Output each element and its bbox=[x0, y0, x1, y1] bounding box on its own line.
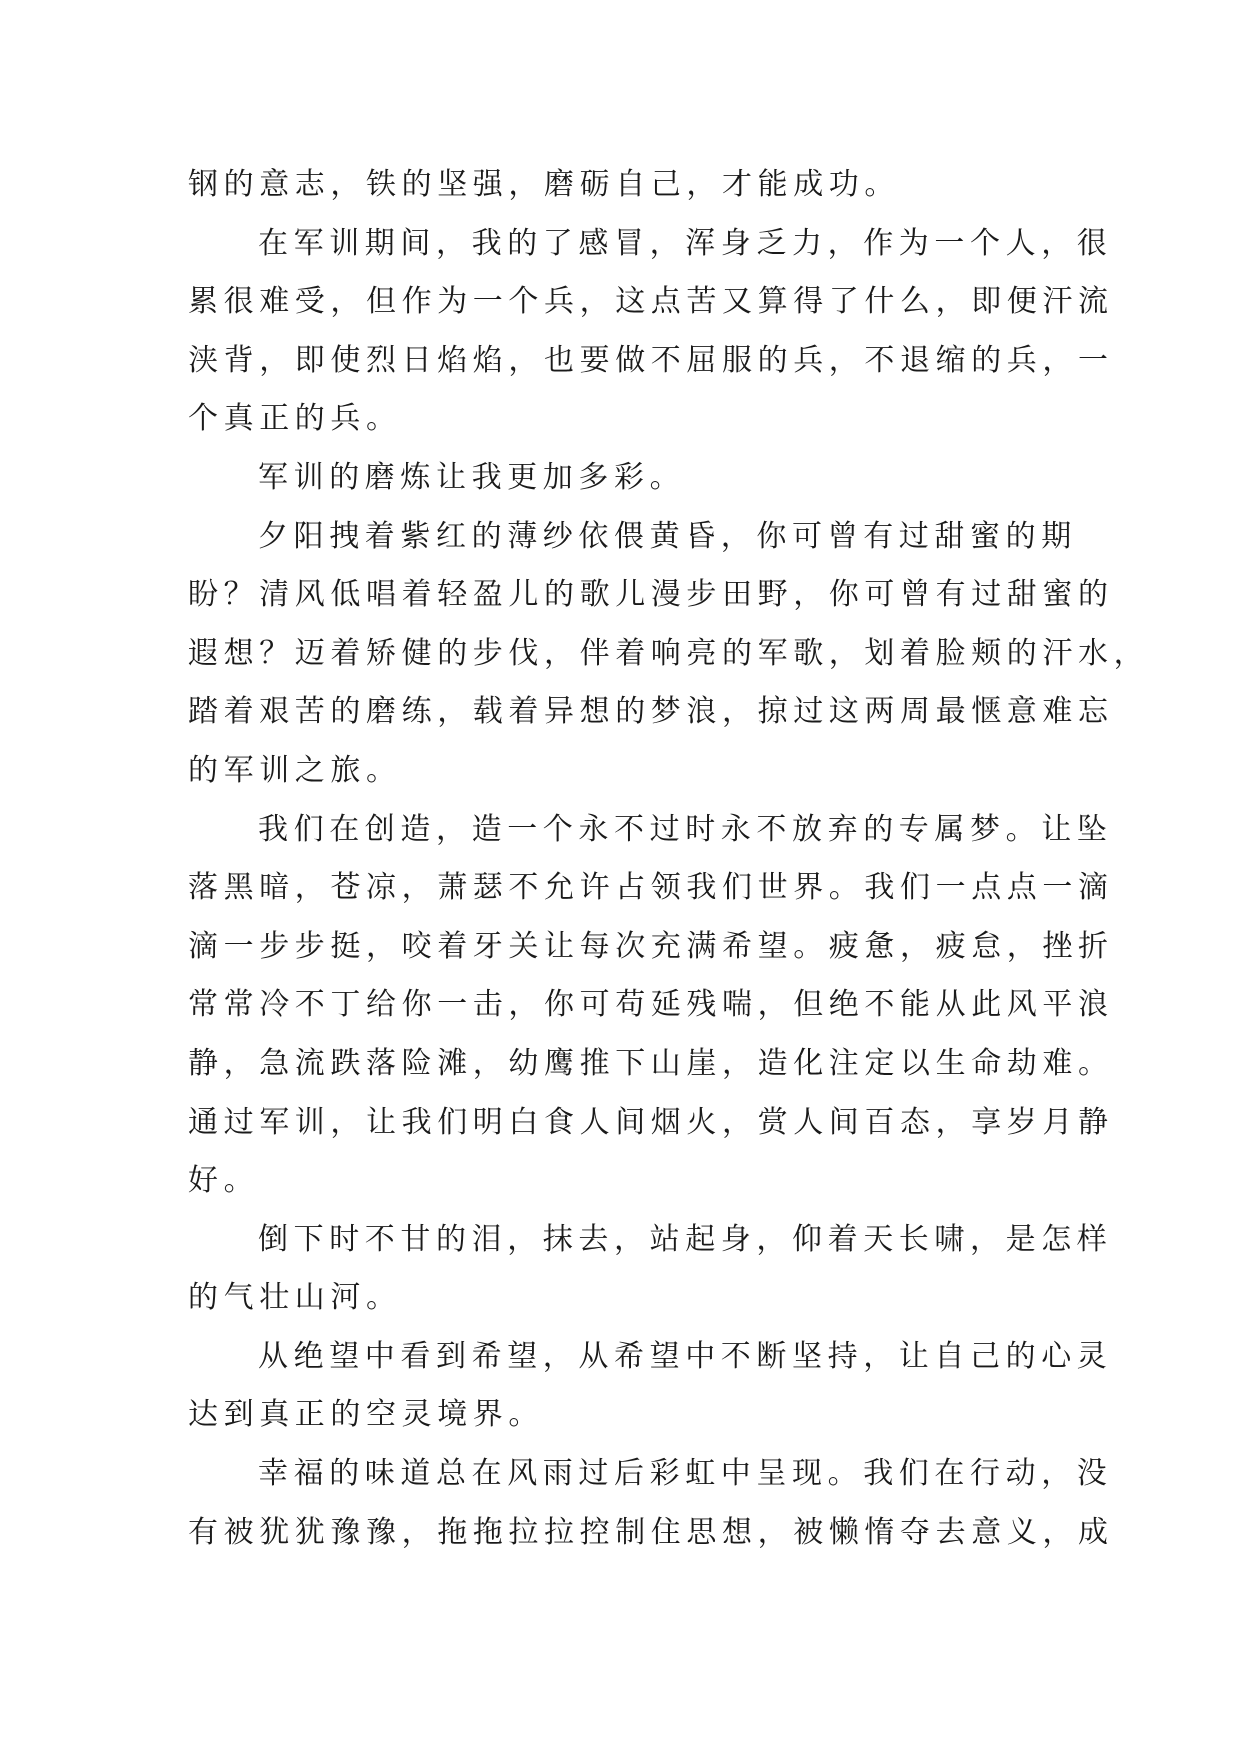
text-line: 通过军训，让我们明白食人间烟火，赏人间百态，享岁月静 bbox=[188, 1104, 1114, 1140]
text-line: 累很难受，但作为一个兵，这点苦又算得了什么，即便汗流 bbox=[188, 284, 1114, 320]
text-line: 静，急流跌落险滩，幼鹰推下山崖，造化注定以生命劫难。 bbox=[188, 1045, 1114, 1081]
text-line: 常常冷不丁给你一击，你可苟延残喘，但绝不能从此风平浪 bbox=[188, 987, 1114, 1023]
text-line: 个真正的兵。 bbox=[188, 401, 402, 437]
text-line: 的军训之旅。 bbox=[188, 752, 402, 788]
text-line: 踏着艰苦的磨练，载着异想的梦浪，掠过这两周最惬意难忘 bbox=[188, 694, 1114, 730]
text-line: 的气壮山河。 bbox=[188, 1280, 402, 1316]
text-line: 我们在创造，造一个永不过时永不放弃的专属梦。让坠 bbox=[258, 811, 1113, 847]
text-line: 倒下时不甘的泪，抹去，站起身，仰着天长啸，是怎样 bbox=[258, 1221, 1113, 1257]
text-line: 夕阳拽着紫红的薄纱依偎黄昏，你可曾有过甜蜜的期 bbox=[258, 518, 1077, 554]
text-line: 落黑暗，苍凉，萧瑟不允许占领我们世界。我们一点点一滴 bbox=[188, 870, 1114, 906]
text-line: 滴一步步挺，咬着牙关让每次充满希望。疲惫，疲怠，挫折 bbox=[188, 928, 1114, 964]
text-line: 好。 bbox=[188, 1163, 260, 1199]
text-line: 在军训期间，我的了感冒，浑身乏力，作为一个人，很 bbox=[258, 225, 1113, 261]
text-line: 从绝望中看到希望，从希望中不断坚持，让自己的心灵 bbox=[258, 1338, 1113, 1374]
text-line: 达到真正的空灵境界。 bbox=[188, 1397, 544, 1433]
text-line: 有被犹犹豫豫，拖拖拉拉控制住思想，被懒惰夺去意义，成 bbox=[188, 1514, 1114, 1550]
text-line: 浃背，即使烈日焰焰，也要做不屈服的兵，不退缩的兵，一 bbox=[188, 342, 1114, 378]
text-line: 幸福的味道总在风雨过后彩虹中呈现。我们在行动，没 bbox=[258, 1456, 1113, 1492]
text-line: 盼？清风低唱着轻盈儿的歌儿漫步田野，你可曾有过甜蜜的 bbox=[188, 577, 1114, 613]
document-body bbox=[188, 156, 1150, 1562]
text-line: 遐想？迈着矫健的步伐，伴着响亮的军歌，划着脸颊的汗水， bbox=[188, 635, 1150, 671]
text-line: 军训的磨炼让我更加多彩。 bbox=[258, 459, 686, 495]
text-line: 钢的意志，铁的坚强，磨砺自己，才能成功。 bbox=[188, 167, 900, 202]
